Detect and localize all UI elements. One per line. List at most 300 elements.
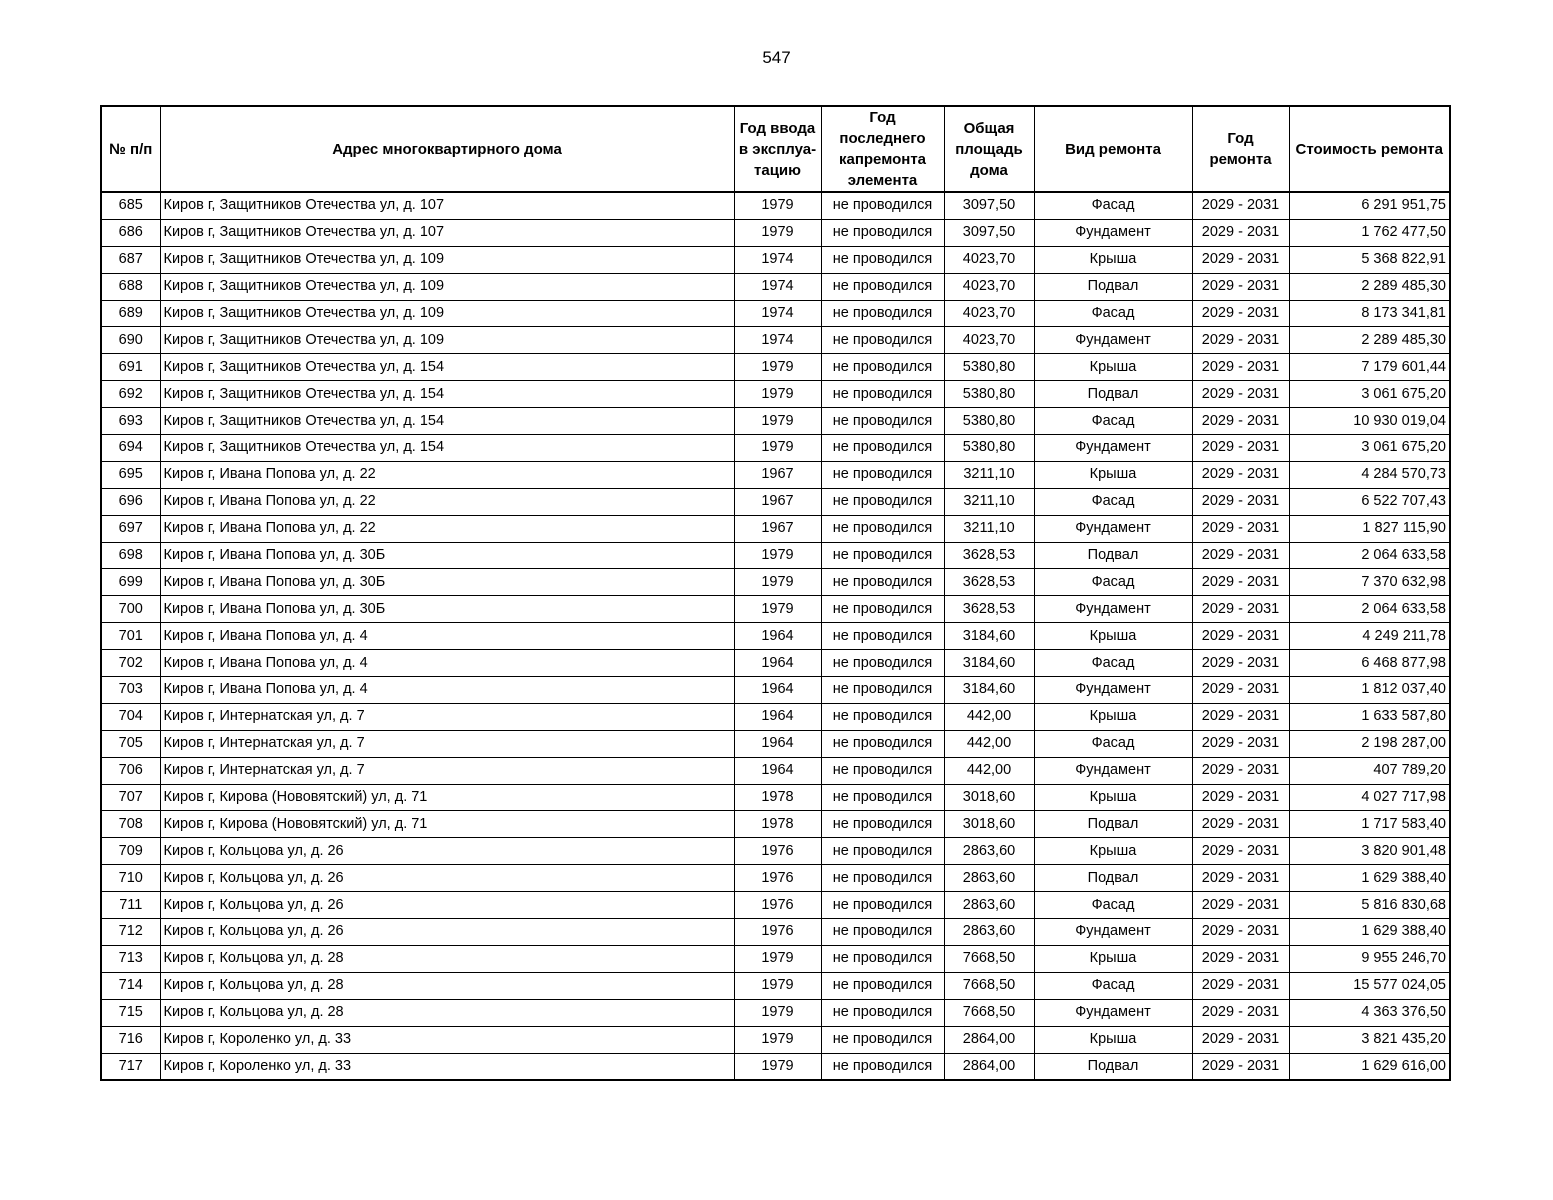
year-built-cell: 1979 (734, 1026, 821, 1053)
last-repair-cell: не проводился (821, 972, 944, 999)
address-cell: Киров г, Защитников Отечества ул, д. 109 (160, 273, 734, 300)
area-cell: 7668,50 (944, 945, 1034, 972)
repair-period-cell: 2029 - 2031 (1192, 999, 1289, 1026)
year-built-cell: 1964 (734, 730, 821, 757)
table-row (101, 381, 1450, 408)
repair-type-cell: Подвал (1034, 811, 1192, 838)
table-row (101, 461, 1450, 488)
last-repair-cell: не проводился (821, 219, 944, 246)
repair-type-cell: Фасад (1034, 972, 1192, 999)
repair-type-cell: Фасад (1034, 408, 1192, 435)
year-built-cell: 1979 (734, 219, 821, 246)
address-cell: Киров г, Короленко ул, д. 33 (160, 1053, 734, 1080)
repair-type-cell: Подвал (1034, 1053, 1192, 1080)
address-cell: Киров г, Защитников Отечества ул, д. 109 (160, 246, 734, 273)
area-cell: 3211,10 (944, 515, 1034, 542)
repair-period-cell: 2029 - 2031 (1192, 542, 1289, 569)
row-number-cell: 701 (101, 623, 160, 650)
last-repair-cell: не проводился (821, 408, 944, 435)
row-number-cell: 698 (101, 542, 160, 569)
last-repair-cell: не проводился (821, 488, 944, 515)
address-cell: Киров г, Интернатская ул, д. 7 (160, 703, 734, 730)
area-cell: 5380,80 (944, 354, 1034, 381)
area-cell: 2863,60 (944, 865, 1034, 892)
table-row (101, 865, 1450, 892)
last-repair-cell: не проводился (821, 945, 944, 972)
repair-type-cell: Фундамент (1034, 677, 1192, 704)
last-repair-cell: не проводился (821, 811, 944, 838)
year-built-cell: 1976 (734, 892, 821, 919)
cost-cell: 2 064 633,58 (1289, 596, 1450, 623)
year-built-cell: 1964 (734, 650, 821, 677)
row-number-cell: 693 (101, 408, 160, 435)
last-repair-cell: не проводился (821, 435, 944, 462)
year-built-cell: 1979 (734, 1053, 821, 1080)
repair-type-cell: Крыша (1034, 246, 1192, 273)
year-built-cell: 1974 (734, 273, 821, 300)
area-cell: 3211,10 (944, 488, 1034, 515)
last-repair-cell: не проводился (821, 381, 944, 408)
repair-type-cell: Фасад (1034, 192, 1192, 219)
last-repair-cell: не проводился (821, 677, 944, 704)
table-row (101, 435, 1450, 462)
cost-cell: 8 173 341,81 (1289, 300, 1450, 327)
address-cell: Киров г, Защитников Отечества ул, д. 154 (160, 408, 734, 435)
repair-type-cell: Крыша (1034, 1026, 1192, 1053)
year-built-cell: 1978 (734, 784, 821, 811)
cost-cell: 3 820 901,48 (1289, 838, 1450, 865)
table-row (101, 757, 1450, 784)
cost-cell: 407 789,20 (1289, 757, 1450, 784)
last-repair-cell: не проводился (821, 246, 944, 273)
year-built-cell: 1979 (734, 542, 821, 569)
header-repair-period: Год ремонта (1192, 106, 1289, 192)
repair-type-cell: Крыша (1034, 461, 1192, 488)
cost-cell: 1 629 388,40 (1289, 865, 1450, 892)
header-last-repair: Год последнего капремонта элемента (821, 106, 944, 192)
repair-type-cell: Крыша (1034, 623, 1192, 650)
area-cell: 3628,53 (944, 542, 1034, 569)
table-row (101, 596, 1450, 623)
table-row (101, 703, 1450, 730)
table-row (101, 246, 1450, 273)
year-built-cell: 1967 (734, 461, 821, 488)
last-repair-cell: не проводился (821, 623, 944, 650)
table-row (101, 1026, 1450, 1053)
repair-period-cell: 2029 - 2031 (1192, 650, 1289, 677)
address-cell: Киров г, Ивана Попова ул, д. 30Б (160, 569, 734, 596)
cost-cell: 10 930 019,04 (1289, 408, 1450, 435)
repair-period-cell: 2029 - 2031 (1192, 757, 1289, 784)
last-repair-cell: не проводился (821, 461, 944, 488)
address-cell: Киров г, Короленко ул, д. 33 (160, 1026, 734, 1053)
address-cell: Киров г, Кольцова ул, д. 26 (160, 892, 734, 919)
repair-period-cell: 2029 - 2031 (1192, 408, 1289, 435)
year-built-cell: 1967 (734, 488, 821, 515)
row-number-cell: 691 (101, 354, 160, 381)
address-cell: Киров г, Ивана Попова ул, д. 4 (160, 650, 734, 677)
repair-type-cell: Фасад (1034, 650, 1192, 677)
table-header-row (101, 106, 1450, 192)
cost-cell: 2 289 485,30 (1289, 327, 1450, 354)
area-cell: 442,00 (944, 757, 1034, 784)
row-number-cell: 695 (101, 461, 160, 488)
table-row (101, 488, 1450, 515)
year-built-cell: 1964 (734, 757, 821, 784)
address-cell: Киров г, Ивана Попова ул, д. 22 (160, 515, 734, 542)
year-built-cell: 1979 (734, 192, 821, 219)
row-number-cell: 717 (101, 1053, 160, 1080)
year-built-cell: 1979 (734, 945, 821, 972)
last-repair-cell: не проводился (821, 1026, 944, 1053)
table-row (101, 569, 1450, 596)
row-number-cell: 686 (101, 219, 160, 246)
last-repair-cell: не проводился (821, 703, 944, 730)
year-built-cell: 1964 (734, 677, 821, 704)
table-row (101, 192, 1450, 219)
cost-cell: 4 249 211,78 (1289, 623, 1450, 650)
row-number-cell: 704 (101, 703, 160, 730)
repair-type-cell: Крыша (1034, 784, 1192, 811)
row-number-cell: 713 (101, 945, 160, 972)
repair-period-cell: 2029 - 2031 (1192, 623, 1289, 650)
area-cell: 3184,60 (944, 623, 1034, 650)
last-repair-cell: не проводился (821, 650, 944, 677)
row-number-cell: 699 (101, 569, 160, 596)
address-cell: Киров г, Ивана Попова ул, д. 22 (160, 488, 734, 515)
repair-type-cell: Фундамент (1034, 999, 1192, 1026)
repair-type-cell: Фундамент (1034, 757, 1192, 784)
row-number-cell: 690 (101, 327, 160, 354)
row-number-cell: 716 (101, 1026, 160, 1053)
table-row (101, 354, 1450, 381)
address-cell: Киров г, Кирова (Нововятский) ул, д. 71 (160, 784, 734, 811)
last-repair-cell: не проводился (821, 730, 944, 757)
repair-period-cell: 2029 - 2031 (1192, 972, 1289, 999)
cost-cell: 6 291 951,75 (1289, 192, 1450, 219)
repair-type-cell: Фундамент (1034, 219, 1192, 246)
area-cell: 7668,50 (944, 999, 1034, 1026)
area-cell: 3018,60 (944, 811, 1034, 838)
table-row (101, 999, 1450, 1026)
year-built-cell: 1974 (734, 327, 821, 354)
area-cell: 3628,53 (944, 569, 1034, 596)
cost-cell: 6 468 877,98 (1289, 650, 1450, 677)
area-cell: 442,00 (944, 703, 1034, 730)
address-cell: Киров г, Защитников Отечества ул, д. 107 (160, 192, 734, 219)
repair-type-cell: Крыша (1034, 354, 1192, 381)
table-row (101, 972, 1450, 999)
year-built-cell: 1979 (734, 999, 821, 1026)
table-body (101, 192, 1450, 1080)
cost-cell: 7 179 601,44 (1289, 354, 1450, 381)
row-number-cell: 715 (101, 999, 160, 1026)
table-row (101, 919, 1450, 946)
cost-cell: 1 717 583,40 (1289, 811, 1450, 838)
repair-type-cell: Фасад (1034, 488, 1192, 515)
table-row (101, 1053, 1450, 1080)
address-cell: Киров г, Кольцова ул, д. 26 (160, 838, 734, 865)
area-cell: 4023,70 (944, 246, 1034, 273)
cost-cell: 5 368 822,91 (1289, 246, 1450, 273)
table-row (101, 838, 1450, 865)
repair-type-cell: Подвал (1034, 381, 1192, 408)
area-cell: 2863,60 (944, 838, 1034, 865)
area-cell: 5380,80 (944, 408, 1034, 435)
area-cell: 4023,70 (944, 300, 1034, 327)
row-number-cell: 687 (101, 246, 160, 273)
cost-cell: 3 061 675,20 (1289, 435, 1450, 462)
repair-period-cell: 2029 - 2031 (1192, 838, 1289, 865)
row-number-cell: 703 (101, 677, 160, 704)
repair-period-cell: 2029 - 2031 (1192, 703, 1289, 730)
cost-cell: 1 812 037,40 (1289, 677, 1450, 704)
last-repair-cell: не проводился (821, 865, 944, 892)
repair-period-cell: 2029 - 2031 (1192, 784, 1289, 811)
repair-period-cell: 2029 - 2031 (1192, 919, 1289, 946)
area-cell: 3184,60 (944, 650, 1034, 677)
table-row (101, 650, 1450, 677)
area-cell: 3628,53 (944, 596, 1034, 623)
header-year-built: Год ввода в эксплуа-тацию (734, 106, 821, 192)
year-built-cell: 1979 (734, 381, 821, 408)
repair-period-cell: 2029 - 2031 (1192, 219, 1289, 246)
address-cell: Киров г, Ивана Попова ул, д. 30Б (160, 596, 734, 623)
cost-cell: 4 284 570,73 (1289, 461, 1450, 488)
area-cell: 2863,60 (944, 919, 1034, 946)
row-number-cell: 694 (101, 435, 160, 462)
year-built-cell: 1974 (734, 300, 821, 327)
row-number-cell: 712 (101, 919, 160, 946)
area-cell: 2864,00 (944, 1053, 1034, 1080)
last-repair-cell: не проводился (821, 327, 944, 354)
repair-period-cell: 2029 - 2031 (1192, 435, 1289, 462)
last-repair-cell: не проводился (821, 273, 944, 300)
repair-period-cell: 2029 - 2031 (1192, 273, 1289, 300)
last-repair-cell: не проводился (821, 838, 944, 865)
address-cell: Киров г, Защитников Отечества ул, д. 107 (160, 219, 734, 246)
repair-type-cell: Подвал (1034, 865, 1192, 892)
address-cell: Киров г, Защитников Отечества ул, д. 154 (160, 435, 734, 462)
address-cell: Киров г, Защитников Отечества ул, д. 109 (160, 300, 734, 327)
area-cell: 2864,00 (944, 1026, 1034, 1053)
cost-cell: 1 827 115,90 (1289, 515, 1450, 542)
year-built-cell: 1979 (734, 596, 821, 623)
row-number-cell: 706 (101, 757, 160, 784)
year-built-cell: 1979 (734, 354, 821, 381)
cost-cell: 9 955 246,70 (1289, 945, 1450, 972)
repair-period-cell: 2029 - 2031 (1192, 192, 1289, 219)
area-cell: 3097,50 (944, 219, 1034, 246)
row-number-cell: 707 (101, 784, 160, 811)
address-cell: Киров г, Кольцова ул, д. 28 (160, 945, 734, 972)
repair-type-cell: Фасад (1034, 569, 1192, 596)
area-cell: 7668,50 (944, 972, 1034, 999)
area-cell: 5380,80 (944, 381, 1034, 408)
table-row (101, 515, 1450, 542)
row-number-cell: 692 (101, 381, 160, 408)
repair-period-cell: 2029 - 2031 (1192, 811, 1289, 838)
repair-table (100, 105, 1451, 1081)
table-row (101, 219, 1450, 246)
address-cell: Киров г, Защитников Отечества ул, д. 109 (160, 327, 734, 354)
row-number-cell: 696 (101, 488, 160, 515)
table-row (101, 408, 1450, 435)
area-cell: 3018,60 (944, 784, 1034, 811)
row-number-cell: 705 (101, 730, 160, 757)
row-number-cell: 685 (101, 192, 160, 219)
last-repair-cell: не проводился (821, 542, 944, 569)
area-cell: 4023,70 (944, 327, 1034, 354)
last-repair-cell: не проводился (821, 757, 944, 784)
cost-cell: 1 629 388,40 (1289, 919, 1450, 946)
repair-period-cell: 2029 - 2031 (1192, 1053, 1289, 1080)
cost-cell: 3 061 675,20 (1289, 381, 1450, 408)
repair-type-cell: Фундамент (1034, 596, 1192, 623)
cost-cell: 3 821 435,20 (1289, 1026, 1450, 1053)
cost-cell: 4 027 717,98 (1289, 784, 1450, 811)
repair-type-cell: Фундамент (1034, 327, 1192, 354)
year-built-cell: 1967 (734, 515, 821, 542)
last-repair-cell: не проводился (821, 192, 944, 219)
table-row (101, 811, 1450, 838)
year-built-cell: 1964 (734, 703, 821, 730)
repair-type-cell: Фасад (1034, 892, 1192, 919)
repair-type-cell: Фундамент (1034, 435, 1192, 462)
year-built-cell: 1979 (734, 408, 821, 435)
address-cell: Киров г, Кольцова ул, д. 26 (160, 865, 734, 892)
area-cell: 3184,60 (944, 677, 1034, 704)
repair-period-cell: 2029 - 2031 (1192, 327, 1289, 354)
repair-period-cell: 2029 - 2031 (1192, 300, 1289, 327)
table-row (101, 892, 1450, 919)
repair-type-cell: Фундамент (1034, 515, 1192, 542)
last-repair-cell: не проводился (821, 919, 944, 946)
cost-cell: 4 363 376,50 (1289, 999, 1450, 1026)
year-built-cell: 1964 (734, 623, 821, 650)
repair-period-cell: 2029 - 2031 (1192, 892, 1289, 919)
area-cell: 4023,70 (944, 273, 1034, 300)
last-repair-cell: не проводился (821, 784, 944, 811)
row-number-cell: 697 (101, 515, 160, 542)
header-repair-type: Вид ремонта (1034, 106, 1192, 192)
row-number-cell: 702 (101, 650, 160, 677)
cost-cell: 1 629 616,00 (1289, 1053, 1450, 1080)
address-cell: Киров г, Защитников Отечества ул, д. 154 (160, 381, 734, 408)
table-row (101, 677, 1450, 704)
repair-period-cell: 2029 - 2031 (1192, 730, 1289, 757)
header-area: Общая площадь дома (944, 106, 1034, 192)
header-address: Адрес многоквартирного дома (160, 106, 734, 192)
year-built-cell: 1976 (734, 865, 821, 892)
address-cell: Киров г, Кирова (Нововятский) ул, д. 71 (160, 811, 734, 838)
address-cell: Киров г, Ивана Попова ул, д. 4 (160, 623, 734, 650)
last-repair-cell: не проводился (821, 892, 944, 919)
address-cell: Киров г, Ивана Попова ул, д. 22 (160, 461, 734, 488)
year-built-cell: 1976 (734, 838, 821, 865)
repair-period-cell: 2029 - 2031 (1192, 246, 1289, 273)
repair-period-cell: 2029 - 2031 (1192, 1026, 1289, 1053)
repair-type-cell: Фасад (1034, 300, 1192, 327)
cost-cell: 2 289 485,30 (1289, 273, 1450, 300)
address-cell: Киров г, Защитников Отечества ул, д. 154 (160, 354, 734, 381)
cost-cell: 1 633 587,80 (1289, 703, 1450, 730)
row-number-cell: 688 (101, 273, 160, 300)
table-row (101, 730, 1450, 757)
row-number-cell: 711 (101, 892, 160, 919)
repair-period-cell: 2029 - 2031 (1192, 461, 1289, 488)
last-repair-cell: не проводился (821, 596, 944, 623)
row-number-cell: 708 (101, 811, 160, 838)
year-built-cell: 1976 (734, 919, 821, 946)
area-cell: 3211,10 (944, 461, 1034, 488)
last-repair-cell: не проводился (821, 1053, 944, 1080)
year-built-cell: 1979 (734, 435, 821, 462)
year-built-cell: 1978 (734, 811, 821, 838)
table-row (101, 300, 1450, 327)
repair-period-cell: 2029 - 2031 (1192, 569, 1289, 596)
last-repair-cell: не проводился (821, 300, 944, 327)
last-repair-cell: не проводился (821, 354, 944, 381)
address-cell: Киров г, Кольцова ул, д. 28 (160, 972, 734, 999)
page-number: 547 (762, 48, 791, 67)
address-cell: Киров г, Интернатская ул, д. 7 (160, 757, 734, 784)
row-number-cell: 700 (101, 596, 160, 623)
table-row (101, 945, 1450, 972)
area-cell: 442,00 (944, 730, 1034, 757)
last-repair-cell: не проводился (821, 999, 944, 1026)
row-number-cell: 709 (101, 838, 160, 865)
repair-type-cell: Крыша (1034, 703, 1192, 730)
row-number-cell: 689 (101, 300, 160, 327)
repair-period-cell: 2029 - 2031 (1192, 515, 1289, 542)
last-repair-cell: не проводился (821, 515, 944, 542)
year-built-cell: 1974 (734, 246, 821, 273)
repair-period-cell: 2029 - 2031 (1192, 865, 1289, 892)
address-cell: Киров г, Кольцова ул, д. 28 (160, 999, 734, 1026)
cost-cell: 2 198 287,00 (1289, 730, 1450, 757)
repair-period-cell: 2029 - 2031 (1192, 381, 1289, 408)
repair-period-cell: 2029 - 2031 (1192, 596, 1289, 623)
table-row (101, 327, 1450, 354)
repair-period-cell: 2029 - 2031 (1192, 354, 1289, 381)
row-number-cell: 710 (101, 865, 160, 892)
repair-period-cell: 2029 - 2031 (1192, 677, 1289, 704)
table-row (101, 273, 1450, 300)
repair-type-cell: Фасад (1034, 730, 1192, 757)
row-number-cell: 714 (101, 972, 160, 999)
repair-type-cell: Крыша (1034, 945, 1192, 972)
repair-period-cell: 2029 - 2031 (1192, 945, 1289, 972)
table-row (101, 784, 1450, 811)
address-cell: Киров г, Интернатская ул, д. 7 (160, 730, 734, 757)
area-cell: 5380,80 (944, 435, 1034, 462)
repair-type-cell: Фундамент (1034, 919, 1192, 946)
year-built-cell: 1979 (734, 569, 821, 596)
cost-cell: 5 816 830,68 (1289, 892, 1450, 919)
repair-type-cell: Подвал (1034, 273, 1192, 300)
table-row (101, 623, 1450, 650)
table-row (101, 542, 1450, 569)
cost-cell: 15 577 024,05 (1289, 972, 1450, 999)
repair-period-cell: 2029 - 2031 (1192, 488, 1289, 515)
address-cell: Киров г, Кольцова ул, д. 26 (160, 919, 734, 946)
area-cell: 2863,60 (944, 892, 1034, 919)
area-cell: 3097,50 (944, 192, 1034, 219)
address-cell: Киров г, Ивана Попова ул, д. 30Б (160, 542, 734, 569)
last-repair-cell: не проводился (821, 569, 944, 596)
year-built-cell: 1979 (734, 972, 821, 999)
